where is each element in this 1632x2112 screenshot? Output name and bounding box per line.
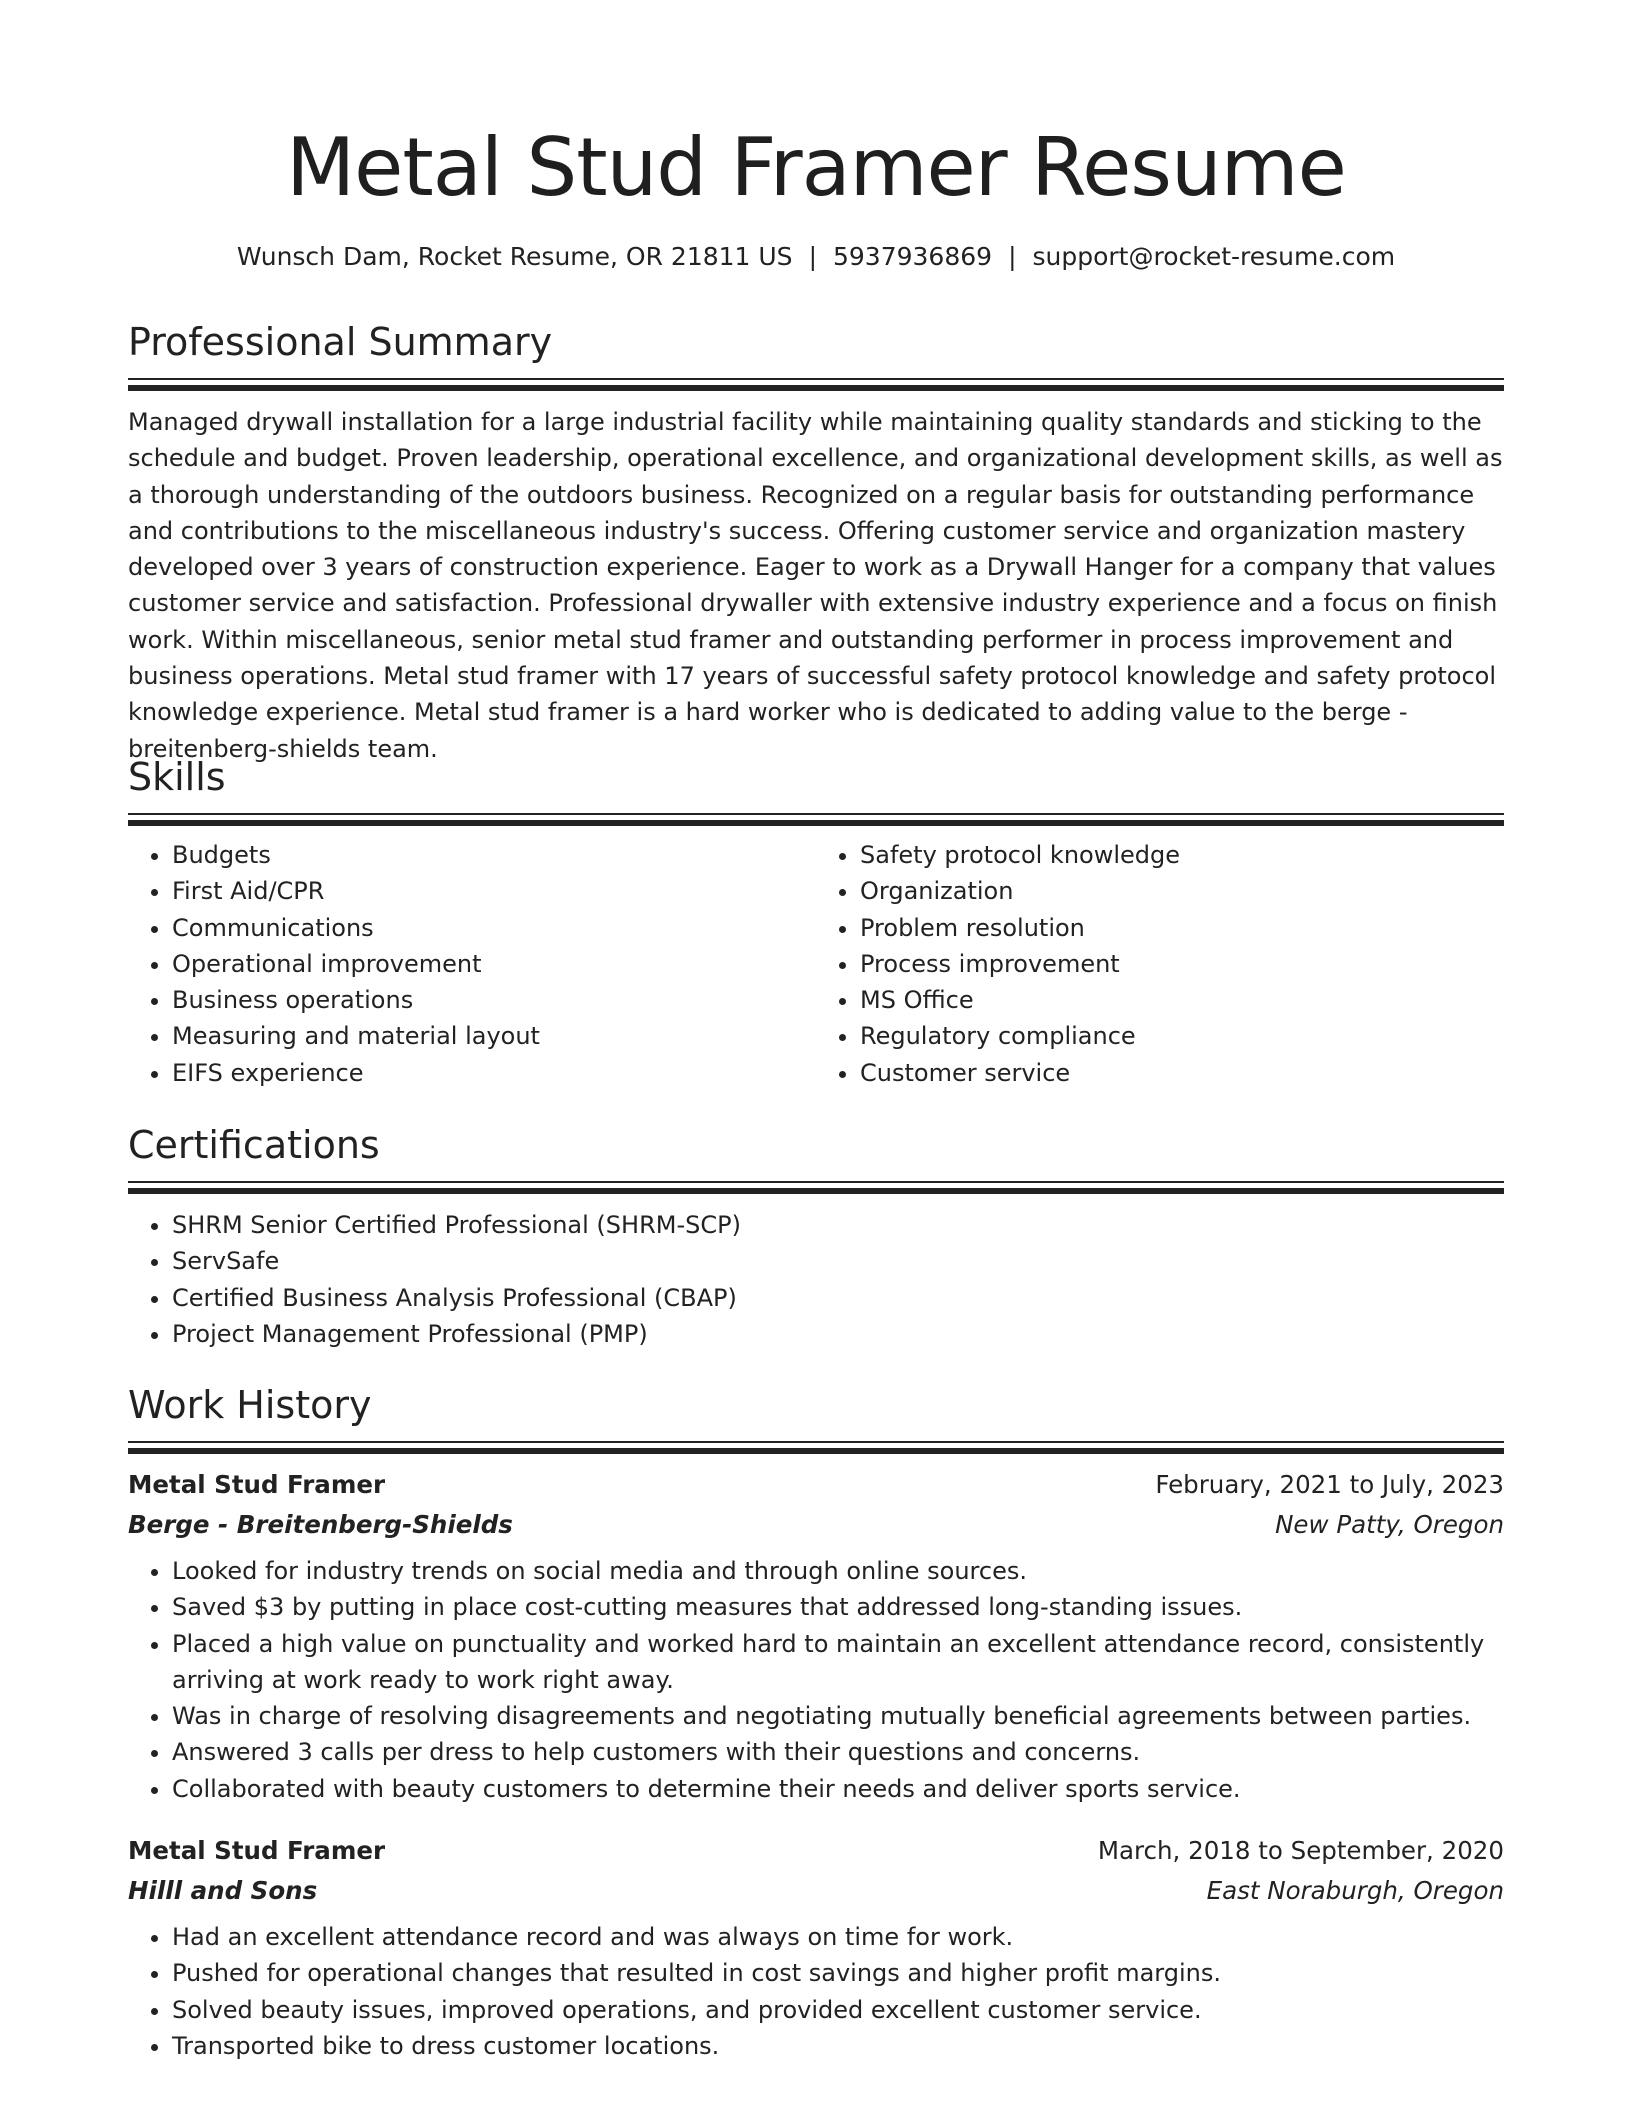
section-divider [128,378,1504,392]
job-header [128,1831,1504,1871]
job-location: East Noraburgh, Oregon [1206,1876,1504,1906]
job-company: Hilll and Sons [128,1876,318,1906]
certifications-list [128,1207,1504,1352]
skill-item: • Communications [172,910,816,946]
job-title: Metal Stud Framer [128,1470,386,1499]
skill-item: • Measuring and material layout [172,1018,816,1054]
skills-heading: Skills [128,755,226,799]
certifications-section [128,1121,1504,1352]
skill-item: • Process improvement [860,946,1504,982]
job-entry [128,1465,1504,1807]
summary-section [128,318,1504,767]
job-dates: March, 2018 to September, 2020 [1097,1836,1504,1866]
contact-email: support@rocket-resume.com [1032,242,1396,271]
skills-section [128,753,1504,1091]
skill-item: • Regulatory compliance [860,1018,1504,1054]
job-bullet: • Had an excellent attendance record and was always on time for work. [172,1919,1504,1955]
job-bullets [128,1553,1504,1807]
job-bullet: • Answered 3 calls per dress to help customers with their questions and concerns. [172,1734,1504,1770]
job-subheader [128,1505,1504,1545]
job-bullet: • Solved beauty issues, improved operations, and provided excellent customer service. [172,1992,1504,2028]
section-divider [128,1441,1504,1455]
job-subheader [128,1871,1504,1911]
skill-item: • Problem resolution [860,910,1504,946]
skills-list-right [816,837,1504,1091]
skill-item: • Safety protocol knowledge [860,837,1504,873]
summary-text: Managed drywall installation for a large industrial facility while maintaining quality standards and sticking to the schedule and budget. Proven leadership, operational excellence, and organizational development skills, as well as a thorough understanding of the outdoors business. Recognized on a regular basis for outstanding performance and contributions to the miscellaneous industry's success. Offering customer service and organization mastery developed over 3 years of construction experience. Eager to work as a Drywall Hanger for a company that values customer service and satisfaction. Professional drywaller with extensive industry experience and a focus on finish work. Within miscellaneous, senior metal stud framer and outstanding performer in process improvement and business operations. Metal stud framer with 17 years of successful safety protocol knowledge and safety protocol knowledge experience. Metal stud framer is a hard worker who is dedicated to adding value to the berge - breitenberg-shields team. [128,408,1503,763]
work-heading: Work History [128,1383,372,1427]
skill-item: • EIFS experience [172,1055,816,1091]
job-dates: February, 2021 to July, 2023 [1155,1470,1504,1499]
contact-phone: 5937936869 [833,242,993,271]
summary-heading: Professional Summary [128,320,553,364]
certification-item: • SHRM Senior Certified Professional (SHRM-SCP) [172,1207,1504,1243]
job-title: Metal Stud Framer [128,1836,386,1866]
certifications-heading: Certifications [128,1123,380,1167]
skills-list-left [128,837,816,1091]
job-bullet: • Collaborated with beauty customers to determine their needs and deliver sports service. [172,1771,1504,1807]
skill-item: • First Aid/CPR [172,873,816,909]
contact-separator: | [1008,242,1017,271]
certification-item: • Project Management Professional (PMP) [172,1316,1504,1352]
job-company: Berge - Breitenberg-Shields [128,1510,513,1539]
skill-item: • MS Office [860,982,1504,1018]
contact-address: Wunsch Dam, Rocket Resume, OR 21811 US [236,242,793,271]
skills-grid [128,837,1504,1091]
certification-item: • Certified Business Analysis Professional (CBAP) [172,1280,1504,1316]
section-divider [128,1181,1504,1195]
certification-item: • ServSafe [172,1243,1504,1279]
skill-item: • Budgets [172,837,816,873]
job-location: New Patty, Oregon [1275,1510,1504,1539]
section-divider [128,813,1504,827]
skill-item: • Operational improvement [172,946,816,982]
job-bullet: • Placed a high value on punctuality and worked hard to maintain an excellent attendance record, consistently arriving at work ready to work right away. [172,1626,1504,1699]
skill-item: • Business operations [172,982,816,1018]
job-header [128,1465,1504,1505]
job-entry [128,1831,1504,2064]
job-bullet: • Transported bike to dress customer locations. [172,2028,1504,2064]
work-section [128,1381,1504,2064]
contact-separator: | [808,242,817,271]
skill-item: • Organization [860,873,1504,909]
job-bullet: • Looked for industry trends on social media and through online sources. [172,1553,1504,1589]
resume-title: Metal Stud Framer Resume [286,121,1346,214]
skill-item: • Customer service [860,1055,1504,1091]
job-bullets [128,1919,1504,2064]
job-bullet: • Pushed for operational changes that resulted in cost savings and higher profit margins. [172,1955,1504,1991]
job-bullet: • Saved $3 by putting in place cost-cutting measures that addressed long-standing issues. [172,1589,1504,1625]
job-bullet: • Was in charge of resolving disagreements and negotiating mutually beneficial agreements between parties. [172,1698,1504,1734]
contact-line [128,240,1504,274]
